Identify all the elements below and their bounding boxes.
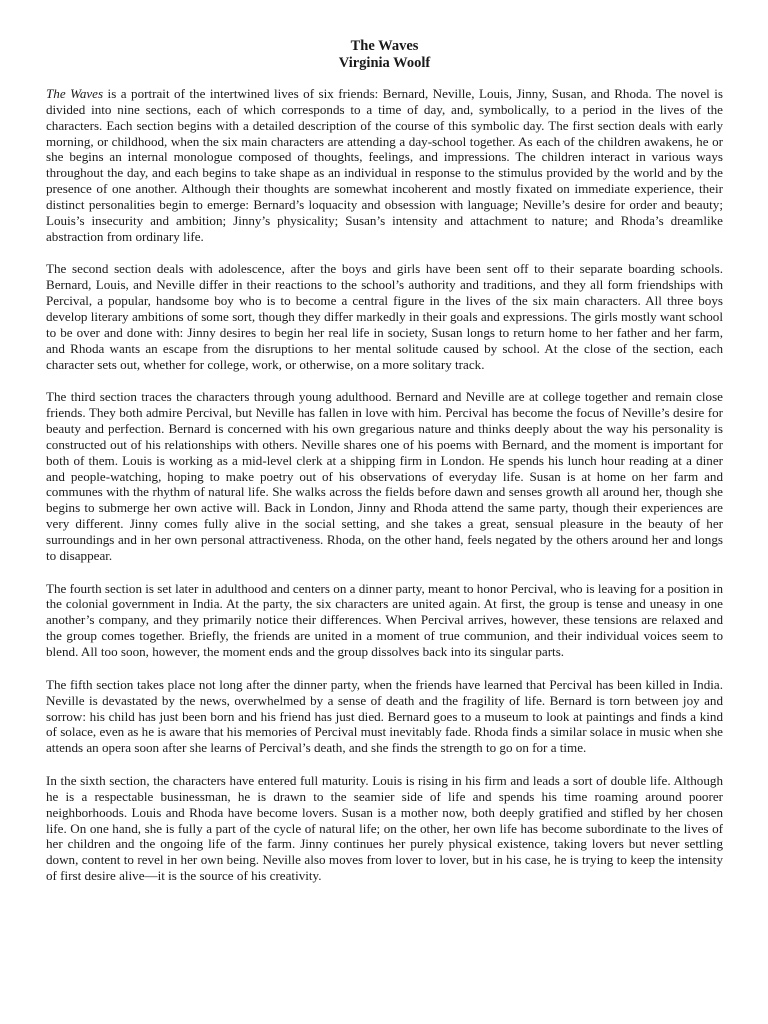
- document-author: Virginia Woolf: [338, 55, 431, 71]
- book-title-italic: The Waves: [46, 86, 104, 101]
- paragraph-5: The fifth section takes place not long after the dinner party, when the friends have learned that Percival has been killed in India. Neville is devastated by the news, overwhelmed by a sense of death and the fragility of life. Bernard is torn between joy and sorrow: his child has just been born and his friend has just died. Bernard goes to a museum to look at paintings and finds a kind of solace, even as he is aware that his memories of Percival must inevitably fade. Rhoda finds a similar solace in music when she attends an opera soon after she learns of Percival’s death, and she finds the strength to go on for a time.: [46, 676, 723, 756]
- paragraph-1: [46, 86, 723, 244]
- paragraph-2: The second section deals with adolescence, after the boys and girls have been sent off to their separate boarding schools. Bernard, Louis, and Neville differ in their reactions to the school’s authority and traditions, and they all form friendships with Percival, a popular, handsome boy who is to become a central figure in the lives of the six main characters. All three boys develop literary ambitions of some sort, though they differ markedly in their goals and expressions. The girls mostly want school to be over and done with: Jinny desires to begin her real life in society, Susan longs to return home to her father and her farm, and Rhoda wants an escape from the disruptions to her mental solitude caused by school. At the close of the section, each character sets out, whether for college, work, or otherwise, on a more solitary track.: [46, 261, 723, 372]
- paragraph-4: The fourth section is set later in adulthood and centers on a dinner party, meant to honor Percival, who is leaving for a position in the colonial government in India. At the party, the six characters are united again. At first, the group is tense and uneasy in one another’s company, and they primarily notice their differences. When Percival arrives, however, these tensions are relaxed and the group comes together. Briefly, the friends are united in a moment of true communion, and their individual voices seem to blend. All too soon, however, the moment ends and the group dissolves back into its singular parts.: [46, 580, 723, 659]
- document-page: [46, 38, 723, 901]
- document-title: The Waves: [350, 38, 419, 54]
- paragraph-1-text: is a portrait of the intertwined lives of six friends: Bernard, Neville, Louis, Jinny, Susan, and Rhoda. The novel is divided into nine sections, each of which corresponds to a time of day, and, symbolically, to a period in the lives of the characters. Each section begins with a detailed description of the course of this symbolic day. The first section deals with early morning, or childhood, when the six main characters are attending a day-school together. As each of the children awakens, he or she begins an internal monologue composed of thoughts, feelings, and impressions. The children interact in various ways throughout the day, and each begins to take shape as an individual in response to the stimulus provided by the world and by the presence of one another. Although their thoughts are somewhat incoherent and mostly fixated on immediate experience, their distinct personalities begin to emerge: Bernard’s loquacity and obsession with language; Neville’s desire for order and beauty; Louis’s insecurity and ambition; Jinny’s physicality; Susan’s intensity and attachment to nature; and Rhoda’s dreamlike abstraction from ordinary life.: [46, 86, 723, 244]
- paragraph-6: In the sixth section, the characters have entered full maturity. Louis is rising in his firm and leads a sort of double life. Although he is a respectable businessman, he is drawn to the seamier side of life and spends his time roaming around poorer neighborhoods. Louis and Rhoda have become lovers. Susan is a mother now, both deeply gratified and stifled by her chosen life. On one hand, she is fully a part of the cycle of natural life; on the other, her own life has become subordinate to the lives of her children and the ongoing life of the farm. Jinny continues her purely physical existence, taking lovers but never settling down, content to revel in her own being. Neville also moves from lover to lover, but in his case, he is trying to keep the intensity of first desire alive—it is the source of his creativity.: [46, 773, 723, 884]
- title-block: [46, 38, 723, 72]
- paragraph-3: The third section traces the characters through young adulthood. Bernard and Neville are at college together and remain close friends. They both admire Percival, but Neville has fallen in love with him. Percival has become the focus of Neville’s desire for beauty and perfection. Bernard is concerned with his own gregarious nature and thinks deeply about the way his personality is constructed out of his relationships with others. Neville shares one of his poems with Bernard, and the moment is important for both of them. Louis is working as a mid-level clerk at a shipping firm in London. He spends his lunch hour reading at a diner and people-watching, hoping to make poetry out of his observations of everyday life. Susan is at home on her farm and communes with the rhythm of natural life. She walks across the fields before dawn and senses growth all around her, though she begins to submerge her own active will. Back in London, Jinny and Rhoda attend the same party, though their experiences are very different. Jinny comes fully alive in the social setting, and she takes a great, sensual pleasure in the beauty of her surroundings and in her own personal attractiveness. Rhoda, on the other hand, feels negated by the others around her and longs to disappear.: [46, 389, 723, 563]
